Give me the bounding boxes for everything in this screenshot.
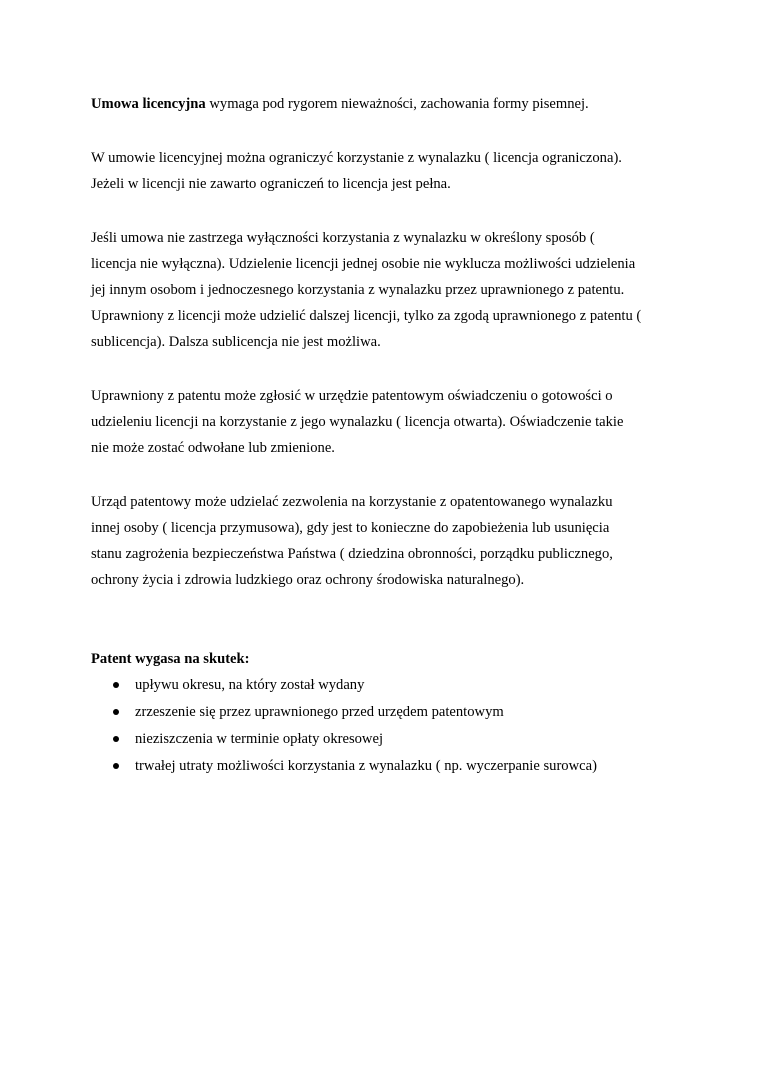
text-line: udzieleniu licencji na korzystanie z jego wynalazku ( licencja otwarta). Oświadczenie takie xyxy=(91,414,624,430)
text-line: Uprawniony z licencji może udzielić dalszej licencji, tylko za zgodą uprawnionego z patentu ( xyxy=(91,308,642,324)
list-item xyxy=(91,726,681,753)
paragraph-text: wymaga pod rygorem nieważności, zachowania formy pisemnej. xyxy=(205,96,589,112)
text-line: nie może zostać odwołane lub zmienione. xyxy=(91,440,335,456)
bullet-icon xyxy=(113,736,119,742)
list-item xyxy=(91,672,681,699)
list-item-text: nieziszczenia w terminie opłaty okresowej xyxy=(135,731,383,747)
text-line: Uprawniony z patentu może zgłosić w urzędzie patentowym oświadczeniu o gotowości o xyxy=(91,388,613,404)
text-line: stanu zagrożenia bezpieczeństwa Państwa ( dziedzina obronności, porządku publicznego, xyxy=(91,546,613,562)
heading-text: Patent wygasa na skutek: xyxy=(91,651,250,667)
patent-expiry-heading xyxy=(91,646,681,672)
paragraph-non-exclusive-license xyxy=(91,225,681,355)
text-line: W umowie licencyjnej można ograniczyć korzystanie z wynalazku ( licencja ograniczona). xyxy=(91,150,622,166)
paragraph-compulsory-license xyxy=(91,489,681,593)
text-line: jej innym osobom i jednoczesnego korzystania z wynalazku przez uprawnionego z patentu. xyxy=(91,282,625,298)
bullet-icon xyxy=(113,709,119,715)
bold-term-umowa-licencyjna: Umowa licencyjna xyxy=(91,96,206,112)
paragraph-license-form xyxy=(91,91,681,117)
list-item xyxy=(91,699,681,726)
list-item-text: trwałej utraty możliwości korzystania z wynalazku ( np. wyczerpanie surowca) xyxy=(135,758,597,774)
patent-expiry-list xyxy=(91,672,681,780)
list-item-text: zrzeszenie się przez uprawnionego przed urzędem patentowym xyxy=(135,704,504,720)
text-line: licencja nie wyłączna). Udzielenie licencji jednej osobie nie wyklucza możliwości udzielenia xyxy=(91,256,636,272)
text-line: Jeśli umowa nie zastrzega wyłączności korzystania z wynalazku w określony sposób ( xyxy=(91,230,595,246)
text-line: Urząd patentowy może udzielać zezwolenia na korzystanie z opatentowanego wynalazku xyxy=(91,494,613,510)
document-body xyxy=(91,91,681,780)
bullet-icon xyxy=(113,682,119,688)
text-line: Jeżeli w licencji nie zawarto ograniczeń to licencja jest pełna. xyxy=(91,176,451,192)
text-line: innej osoby ( licencja przymusowa), gdy jest to konieczne do zapobieżenia lub usunięcia xyxy=(91,520,610,536)
list-item-text: upływu okresu, na który został wydany xyxy=(135,677,365,693)
list-item xyxy=(91,753,681,780)
paragraph-open-license xyxy=(91,383,681,461)
text-line: ochrony życia i zdrowia ludzkiego oraz ochrony środowiska naturalnego). xyxy=(91,572,525,588)
bullet-icon xyxy=(113,763,119,769)
paragraph-limited-license xyxy=(91,145,681,197)
text-line: sublicencja). Dalsza sublicencja nie jest możliwa. xyxy=(91,334,381,350)
